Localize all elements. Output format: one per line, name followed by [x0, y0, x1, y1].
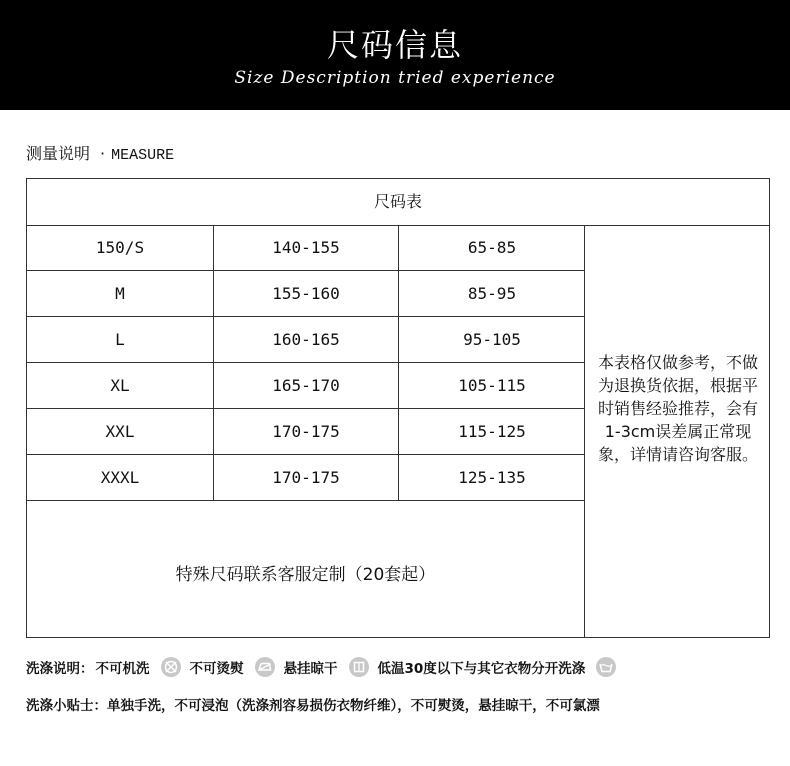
table-row: [27, 409, 583, 455]
washing-instructions: [26, 656, 625, 678]
table-caption: 尺码表: [27, 179, 769, 226]
weight-cell: 65-85: [399, 225, 585, 271]
size-cell: M: [27, 271, 214, 317]
weight-cell: 115-125: [399, 409, 585, 455]
hang-dry-icon: [348, 656, 370, 678]
wash-30-icon: [595, 656, 617, 678]
size-cell: XXL: [27, 409, 214, 455]
measure-heading: [26, 141, 174, 164]
height-cell: 170-175: [214, 455, 399, 501]
size-cell: XL: [27, 363, 214, 409]
washing-item: 不可机洗: [95, 661, 150, 677]
weight-cell: 105-115: [399, 363, 585, 409]
height-cell: 140-155: [214, 225, 399, 271]
washing-item: 不可烫熨: [189, 661, 244, 677]
size-cell: XXXL: [27, 455, 214, 501]
side-note-cell: [584, 225, 769, 637]
table-row: [27, 271, 583, 317]
header-banner: [0, 0, 790, 110]
washing-label: 洗涤说明：: [26, 661, 94, 677]
height-cell: 155-160: [214, 271, 399, 317]
no-machine-wash-icon: [160, 656, 182, 678]
size-grid: [27, 225, 583, 501]
table-row: [27, 363, 583, 409]
height-cell: 170-175: [214, 409, 399, 455]
size-cell: L: [27, 317, 214, 363]
bullet-dot: ·: [100, 144, 106, 163]
table-row: [27, 225, 583, 271]
washing-tip: 洗涤小贴士：单独手洗，不可浸泡（洗涤剂容易损伤衣物纤维），不可熨烫，悬挂晾干，不可氯漂: [26, 698, 600, 714]
washing-item: 低温30度以下与其它衣物分开洗涤: [377, 661, 586, 677]
measure-label: 测量说明: [26, 144, 91, 163]
no-iron-icon: [254, 656, 276, 678]
side-note-text: 本表格仅做参考，不做为退换货依据，根据平时销售经验推荐，会有1-3cm误差属正常现象，详情请咨询客服。: [597, 353, 758, 464]
height-cell: 160-165: [214, 317, 399, 363]
custom-size-note: 特殊尺码联系客服定制（20套起）: [175, 564, 436, 585]
washing-item: 悬挂晾干: [283, 661, 338, 677]
height-cell: 165-170: [214, 363, 399, 409]
size-cell: 150/S: [27, 225, 214, 271]
page-title: 尺码信息: [326, 26, 463, 64]
size-table: [26, 178, 770, 638]
table-row: [27, 455, 583, 501]
table-row: [27, 317, 583, 363]
weight-cell: 95-105: [399, 317, 585, 363]
weight-cell: 85-95: [399, 271, 585, 317]
weight-cell: 125-135: [399, 455, 585, 501]
measure-english: MEASURE: [111, 147, 175, 164]
page-subtitle: Size Description tried experience: [234, 68, 556, 88]
